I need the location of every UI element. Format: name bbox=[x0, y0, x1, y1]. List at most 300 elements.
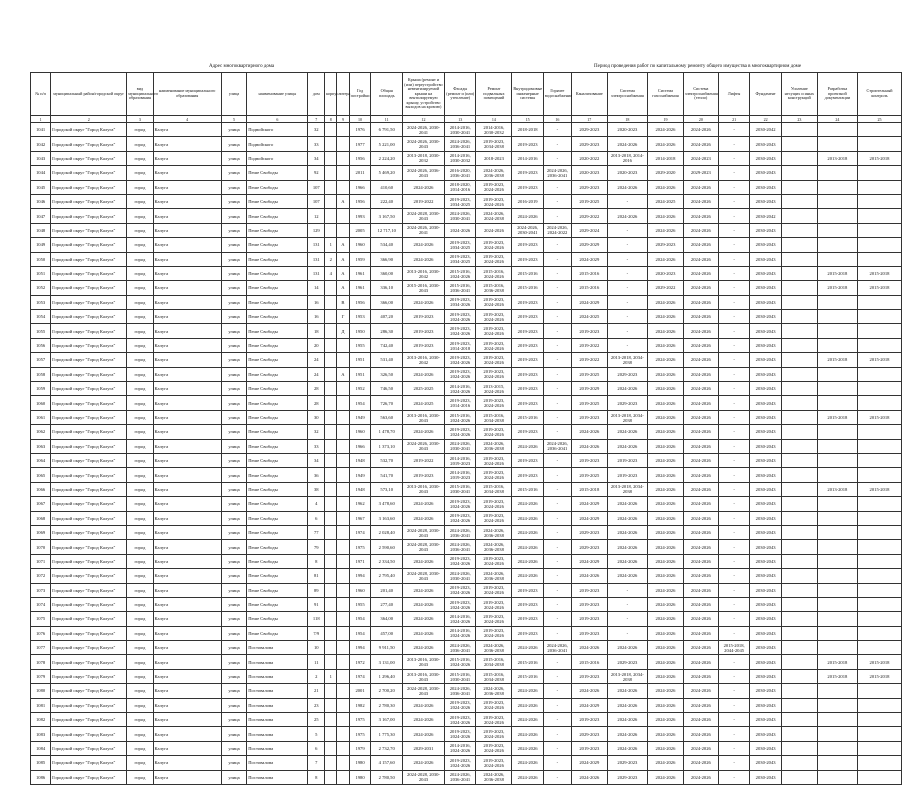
table-cell: 1979 bbox=[349, 741, 371, 755]
table-cell: 2015-2016, 2034-2038 bbox=[476, 669, 512, 683]
table-cell: 2024-2026, 2030-2043 bbox=[402, 439, 444, 453]
table-cell: город bbox=[127, 655, 153, 669]
table-cell: 2030-2043 bbox=[750, 353, 782, 367]
table-cell: Калуга bbox=[153, 281, 221, 295]
table-cell: 2024-2025 bbox=[571, 310, 607, 324]
column-number-row bbox=[31, 116, 902, 123]
table-cell: 201,40 bbox=[371, 583, 403, 597]
table-cell: 1993 bbox=[349, 209, 371, 223]
table-cell: 16 bbox=[308, 295, 325, 309]
table-cell bbox=[781, 626, 817, 640]
table-cell: Калуга bbox=[153, 482, 221, 496]
table-cell: 2015-2016, 2034-2038 bbox=[476, 655, 512, 669]
table-cell: - bbox=[718, 238, 750, 252]
table-cell bbox=[817, 511, 857, 525]
table-cell: 2024-2026, 2030-2041 bbox=[444, 569, 476, 583]
table-cell bbox=[325, 151, 337, 165]
table-cell bbox=[337, 439, 349, 453]
table-cell: 2030-2043 bbox=[750, 410, 782, 424]
table-cell: Калуга bbox=[153, 453, 221, 467]
table-cell: 2024-2026 bbox=[648, 123, 684, 137]
table-cell: 222,40 bbox=[371, 194, 403, 208]
table-cell bbox=[337, 554, 349, 568]
table-cell bbox=[325, 453, 337, 467]
table-cell: 2024-2026 bbox=[683, 597, 718, 611]
table-cell bbox=[337, 338, 349, 352]
table-cell: 2015-2016, 2030-2043 bbox=[402, 281, 444, 295]
table-cell: 2024-2026 bbox=[402, 425, 444, 439]
table-cell: 2029-2024 bbox=[571, 223, 607, 237]
table-cell bbox=[858, 310, 902, 324]
table-cell bbox=[858, 238, 902, 252]
table-cell: 366,00 bbox=[371, 295, 403, 309]
table-cell: Калуга bbox=[153, 180, 221, 194]
table-cell: Калуга bbox=[153, 497, 221, 511]
table-cell: 2019-2023 bbox=[571, 597, 607, 611]
table-row bbox=[31, 453, 902, 467]
table-cell bbox=[817, 554, 857, 568]
table-cell: 2015-2016, 2024-2026 bbox=[444, 266, 476, 280]
table-cell: Пеше Свободы bbox=[247, 468, 308, 482]
table-cell: 2019-2023, 2024-2026 bbox=[476, 252, 512, 266]
table-cell: - bbox=[543, 123, 571, 137]
table-cell: - bbox=[543, 281, 571, 295]
table-cell: 2024-2026, 2030-2041 bbox=[402, 123, 444, 137]
table-cell: 2 700,20 bbox=[371, 684, 403, 698]
table-cell: 2024-2026 bbox=[648, 252, 684, 266]
table-cell: 2024-2026 bbox=[683, 453, 718, 467]
table-cell: - bbox=[543, 425, 571, 439]
table-cell: Городской округ "Город Калуга" bbox=[51, 554, 127, 568]
table-cell: 2024-2026 bbox=[648, 353, 684, 367]
table-cell: 2024-2026, 2036-2041 bbox=[444, 525, 476, 539]
table-cell: 2024-2026 bbox=[648, 612, 684, 626]
table-cell: - bbox=[718, 266, 750, 280]
table-cell: Городской округ "Город Калуга" bbox=[51, 626, 127, 640]
table-cell: 1951 bbox=[349, 367, 371, 381]
table-cell: Калуга bbox=[153, 756, 221, 770]
table-cell: Калуга bbox=[153, 396, 221, 410]
table-cell: город bbox=[127, 223, 153, 237]
table-cell: 2024-2026 bbox=[607, 641, 647, 655]
table-row bbox=[31, 641, 902, 655]
table-row bbox=[31, 540, 902, 554]
table-cell: 2024-2026 bbox=[402, 511, 444, 525]
table-cell: Постовалова bbox=[247, 756, 308, 770]
table-cell: 91 bbox=[308, 597, 325, 611]
table-cell: 2015-2018 bbox=[858, 281, 902, 295]
table-cell: 33 bbox=[308, 137, 325, 151]
table-cell: 2029-2029 bbox=[571, 238, 607, 252]
table-cell: А bbox=[337, 238, 349, 252]
table-cell: 2024-2026 bbox=[571, 569, 607, 583]
table-cell: 7/9 bbox=[308, 626, 325, 640]
table-cell: город bbox=[127, 425, 153, 439]
table-cell: 18 bbox=[308, 324, 325, 338]
table-cell: - bbox=[543, 382, 571, 396]
table-cell: 2024-2026 bbox=[402, 713, 444, 727]
table-cell: Калуга bbox=[153, 123, 221, 137]
table-cell: 2015-2016 bbox=[512, 410, 544, 424]
table-row bbox=[31, 554, 902, 568]
table-cell: - bbox=[543, 209, 571, 223]
table-cell: 2024-2026 bbox=[648, 741, 684, 755]
column-number: 20 bbox=[683, 116, 718, 123]
table-cell: 2030-2043 bbox=[750, 468, 782, 482]
table-cell: 32 bbox=[308, 425, 325, 439]
table-cell: 1078 bbox=[31, 655, 51, 669]
table-cell: Д bbox=[337, 324, 349, 338]
table-cell: 2019-2022 bbox=[402, 194, 444, 208]
table-cell: улица bbox=[221, 338, 246, 352]
table-cell: 2019-2023 bbox=[512, 382, 544, 396]
table-cell: Калуга bbox=[153, 569, 221, 583]
table-cell: 1056 bbox=[31, 338, 51, 352]
table-cell: 2024-2026 bbox=[444, 223, 476, 237]
table-cell: 2014-2016, 2030-2032 bbox=[476, 123, 512, 137]
table-cell: город bbox=[127, 324, 153, 338]
table-cell: 2024-2026 bbox=[648, 468, 684, 482]
table-cell bbox=[858, 252, 902, 266]
table-row bbox=[31, 612, 902, 626]
table-cell bbox=[325, 597, 337, 611]
table-cell bbox=[858, 468, 902, 482]
column-number: 10 bbox=[349, 116, 371, 123]
table-cell: 2019-2023, 2024-2026 bbox=[444, 713, 476, 727]
table-cell: 2024-2026 bbox=[402, 238, 444, 252]
table-cell bbox=[325, 641, 337, 655]
table-cell: Калуга bbox=[153, 540, 221, 554]
table-cell: 2019-2023, 2024-2026 bbox=[476, 367, 512, 381]
table-cell: 131 bbox=[308, 252, 325, 266]
table-cell: 2030-2043 bbox=[750, 684, 782, 698]
table-cell bbox=[858, 684, 902, 698]
table-cell: 2030-2043 bbox=[750, 497, 782, 511]
table-cell: - bbox=[718, 713, 750, 727]
table-cell: 2019-2023, 2024-2026 bbox=[476, 583, 512, 597]
table-cell: - bbox=[718, 382, 750, 396]
table-row bbox=[31, 410, 902, 424]
table-cell: 2030-2043 bbox=[750, 324, 782, 338]
table-cell: Городской округ "Город Калуга" bbox=[51, 540, 127, 554]
table-cell: 2 780,30 bbox=[371, 698, 403, 712]
table-row bbox=[31, 425, 902, 439]
table-cell bbox=[817, 756, 857, 770]
table-cell: 2030-2043 bbox=[750, 741, 782, 755]
table-cell: А bbox=[337, 194, 349, 208]
table-cell bbox=[337, 756, 349, 770]
table-cell bbox=[817, 439, 857, 453]
table-cell: 2030-2043 bbox=[750, 238, 782, 252]
table-cell: 2024-2026 bbox=[683, 266, 718, 280]
table-cell: город bbox=[127, 641, 153, 655]
table-cell: 2030-2043 bbox=[750, 597, 782, 611]
table-row bbox=[31, 166, 902, 180]
table-cell: 16 bbox=[308, 310, 325, 324]
column-number: 2 bbox=[51, 116, 127, 123]
table-cell: Городской округ "Город Калуга" bbox=[51, 511, 127, 525]
table-cell bbox=[325, 741, 337, 755]
table-cell: 573,10 bbox=[371, 482, 403, 496]
column-header: наименование муниципального образования bbox=[153, 73, 221, 116]
table-cell: 2019-2023, 2024-2026 bbox=[444, 583, 476, 597]
table-cell: 2024-2026 bbox=[402, 626, 444, 640]
table-cell: 2019-2023 bbox=[512, 137, 544, 151]
table-cell: 1949 bbox=[349, 410, 371, 424]
table-cell: 1977 bbox=[349, 137, 371, 151]
table-cell: 2030-2043 bbox=[750, 166, 782, 180]
table-cell: 2013-2016, 2030-2042 bbox=[402, 266, 444, 280]
table-cell: 2024-2026 bbox=[648, 324, 684, 338]
table-cell: Городской округ "Город Калуга" bbox=[51, 338, 127, 352]
table-cell: Пеше Свободы bbox=[247, 180, 308, 194]
column-header: муниципальный район/городской округ bbox=[51, 73, 127, 116]
table-cell bbox=[781, 641, 817, 655]
table-cell: 2015-2018 bbox=[858, 410, 902, 424]
table-cell: 2030-2042 bbox=[750, 123, 782, 137]
table-cell: 2019-2023, 2024-2026 bbox=[476, 238, 512, 252]
table-cell bbox=[781, 425, 817, 439]
table-cell: улица bbox=[221, 367, 246, 381]
table-cell: 2019-2023 bbox=[571, 669, 607, 683]
table-cell: улица bbox=[221, 281, 246, 295]
table-cell: 534,40 bbox=[371, 238, 403, 252]
table-cell: 2029-2023 bbox=[607, 367, 647, 381]
table-cell bbox=[781, 727, 817, 741]
table-cell: 2024-2026, 2036-2038 bbox=[476, 569, 512, 583]
table-cell bbox=[781, 612, 817, 626]
table-cell: Подвойского bbox=[247, 123, 308, 137]
table-cell: город bbox=[127, 295, 153, 309]
table-row bbox=[31, 209, 902, 223]
table-cell: 2019-2023 bbox=[607, 468, 647, 482]
table-cell bbox=[337, 353, 349, 367]
table-cell: 1064 bbox=[31, 453, 51, 467]
table-cell: А bbox=[337, 252, 349, 266]
table-cell: 2024-2026 bbox=[402, 641, 444, 655]
table-cell: 2024-2025 bbox=[402, 396, 444, 410]
table-cell: 6 bbox=[308, 511, 325, 525]
table-cell: 2024-2026 bbox=[512, 727, 544, 741]
table-cell: город bbox=[127, 338, 153, 352]
table-cell: 2019-2023 bbox=[512, 166, 544, 180]
table-cell: 1060 bbox=[31, 396, 51, 410]
table-cell bbox=[325, 770, 337, 784]
table-cell: 2019-2023, 2024-2026 bbox=[444, 425, 476, 439]
table-cell bbox=[781, 396, 817, 410]
table-cell: город bbox=[127, 382, 153, 396]
column-header: Строительный контроль bbox=[858, 73, 902, 116]
table-cell: 1086 bbox=[31, 770, 51, 784]
table-cell: 2 028,40 bbox=[371, 525, 403, 539]
table-cell: 2024-2026 bbox=[512, 770, 544, 784]
table-cell bbox=[325, 554, 337, 568]
table-cell: 2024-2026 bbox=[683, 698, 718, 712]
table-cell: 2024-2026 bbox=[683, 468, 718, 482]
table-cell: 2024-2026 bbox=[402, 497, 444, 511]
table-cell bbox=[781, 194, 817, 208]
table-cell: город bbox=[127, 669, 153, 683]
table-cell bbox=[337, 669, 349, 683]
table-cell: 2029-2023 bbox=[648, 238, 684, 252]
table-cell: Калуга bbox=[153, 626, 221, 640]
table-cell: Калуга bbox=[153, 641, 221, 655]
table-cell: Пеше Свободы bbox=[247, 425, 308, 439]
table-cell: город bbox=[127, 626, 153, 640]
table-cell: Пеше Свободы bbox=[247, 554, 308, 568]
table-cell bbox=[781, 367, 817, 381]
table-cell: город bbox=[127, 166, 153, 180]
table-cell: - bbox=[718, 353, 750, 367]
table-cell: - bbox=[607, 310, 647, 324]
table-cell: - bbox=[718, 597, 750, 611]
table-cell: город bbox=[127, 252, 153, 266]
table-cell bbox=[817, 310, 857, 324]
table-cell: 1954 bbox=[349, 396, 371, 410]
table-cell: город bbox=[127, 554, 153, 568]
table-cell: 1974 bbox=[349, 525, 371, 539]
table-row bbox=[31, 367, 902, 381]
table-cell bbox=[817, 597, 857, 611]
table-cell: 2024-2026 bbox=[683, 209, 718, 223]
table-cell: 2030-2043 bbox=[750, 367, 782, 381]
table-cell: 2 590,60 bbox=[371, 540, 403, 554]
table-cell: 24 bbox=[308, 367, 325, 381]
table-cell: 2024-2026 bbox=[683, 252, 718, 266]
table-cell: Городской округ "Город Калуга" bbox=[51, 612, 127, 626]
table-cell bbox=[817, 223, 857, 237]
table-cell: 2024-2026 bbox=[683, 180, 718, 194]
table-cell: 32 bbox=[308, 123, 325, 137]
table-cell: 410,60 bbox=[371, 180, 403, 194]
table-cell: 2024-2029 bbox=[571, 756, 607, 770]
table-cell: 2 732,70 bbox=[371, 741, 403, 755]
table-cell: Подвойского bbox=[247, 151, 308, 165]
table-cell: 2024-2029 bbox=[571, 252, 607, 266]
table-cell bbox=[325, 194, 337, 208]
table-cell: 1041 bbox=[31, 123, 51, 137]
table-cell: 2024-2028, 2030-2043 bbox=[402, 569, 444, 583]
table-cell: - bbox=[543, 194, 571, 208]
table-cell: город bbox=[127, 569, 153, 583]
table-cell bbox=[325, 338, 337, 352]
table-cell: 2014-2016, 2030-2041 bbox=[444, 123, 476, 137]
table-cell: 2015-2018 bbox=[858, 266, 902, 280]
table-cell: 7 bbox=[308, 756, 325, 770]
table-cell: 2024-2026, 2036-2038 bbox=[476, 540, 512, 554]
table-cell: Калуга bbox=[153, 511, 221, 525]
table-cell: Калуга bbox=[153, 425, 221, 439]
table-row bbox=[31, 338, 902, 352]
table-cell: - bbox=[718, 209, 750, 223]
table-cell: Калуга bbox=[153, 410, 221, 424]
table-cell: 2030-2043 bbox=[750, 266, 782, 280]
table-cell: 1960 bbox=[349, 425, 371, 439]
table-cell: 277,40 bbox=[371, 597, 403, 611]
table-cell: Пеше Свободы bbox=[247, 353, 308, 367]
table-cell: Пеше Свободы bbox=[247, 382, 308, 396]
table-cell bbox=[817, 382, 857, 396]
table-cell: 2019-2023, 2024-2026 bbox=[444, 353, 476, 367]
table-cell: - bbox=[607, 324, 647, 338]
table-cell bbox=[781, 310, 817, 324]
table-cell: 2019-2023, 2024-2026 bbox=[476, 511, 512, 525]
table-cell: Калуга bbox=[153, 525, 221, 539]
table-cell: 1982 bbox=[349, 698, 371, 712]
header-group-caption: Адрес многоквартирного дома bbox=[209, 64, 275, 69]
table-cell: 2019-2023, 2024-2026 bbox=[476, 453, 512, 467]
column-header: корпус bbox=[325, 73, 337, 116]
table-cell: 2030-2043 bbox=[750, 569, 782, 583]
table-cell bbox=[858, 367, 902, 381]
table-cell: улица bbox=[221, 151, 246, 165]
table-cell: 1048 bbox=[31, 223, 51, 237]
table-row bbox=[31, 597, 902, 611]
table-cell bbox=[781, 252, 817, 266]
table-cell: 2019-2025 bbox=[571, 194, 607, 208]
table-cell: 2024-2023 bbox=[683, 151, 718, 165]
table-row bbox=[31, 770, 902, 784]
table-cell: 2024-2026 bbox=[648, 453, 684, 467]
table-cell bbox=[337, 410, 349, 424]
table-cell: 1950 bbox=[349, 324, 371, 338]
table-cell: 20 bbox=[308, 338, 325, 352]
table-cell: 2013-2018, 2014-2016 bbox=[607, 151, 647, 165]
table-cell: 2024-2026 bbox=[683, 123, 718, 137]
table-cell: 2024-2026 bbox=[512, 698, 544, 712]
table-row bbox=[31, 497, 902, 511]
table-cell: 1954 bbox=[349, 612, 371, 626]
table-cell: 2024-2029 bbox=[571, 295, 607, 309]
table-cell: город bbox=[127, 713, 153, 727]
table-cell: 2024-2026 bbox=[648, 396, 684, 410]
table-cell: 2024-2026 bbox=[683, 669, 718, 683]
table-cell bbox=[858, 727, 902, 741]
table-cell: 2024-2026 bbox=[683, 425, 718, 439]
table-cell bbox=[817, 324, 857, 338]
table-cell: 2030-2043 bbox=[750, 151, 782, 165]
table-cell bbox=[337, 166, 349, 180]
table-cell: 2019-2023 bbox=[512, 295, 544, 309]
table-cell bbox=[858, 382, 902, 396]
table-cell: 2024-2026 bbox=[648, 626, 684, 640]
table-cell: 2030-2043 bbox=[750, 439, 782, 453]
table-cell: Калуга bbox=[153, 770, 221, 784]
table-cell: Калуга bbox=[153, 324, 221, 338]
table-cell: 2019-2023, 2034-2026 bbox=[444, 295, 476, 309]
table-cell: 2024-2026 bbox=[402, 180, 444, 194]
table-cell bbox=[337, 770, 349, 784]
table-cell bbox=[325, 295, 337, 309]
table-cell: 2019-2023, 2024-2026 bbox=[444, 310, 476, 324]
table-cell: 1966 bbox=[349, 180, 371, 194]
table-cell: 2024-2026 bbox=[512, 641, 544, 655]
table-cell: - bbox=[607, 583, 647, 597]
table-cell: 2013-2016, 2030-2043 bbox=[402, 410, 444, 424]
column-header: Горячее водоснабжение bbox=[543, 73, 571, 116]
table-cell: улица bbox=[221, 382, 246, 396]
table-cell bbox=[858, 554, 902, 568]
table-cell: 1082 bbox=[31, 713, 51, 727]
table-cell: Городской округ "Город Калуга" bbox=[51, 482, 127, 496]
table-cell: 2013-2018, 2034-2038 bbox=[607, 410, 647, 424]
table-cell: 2013-2018, 2030-2032 bbox=[402, 151, 444, 165]
table-cell bbox=[337, 612, 349, 626]
table-cell: - bbox=[543, 756, 571, 770]
table-cell bbox=[817, 741, 857, 755]
table-cell: 1076 bbox=[31, 626, 51, 640]
table-cell: город bbox=[127, 137, 153, 151]
